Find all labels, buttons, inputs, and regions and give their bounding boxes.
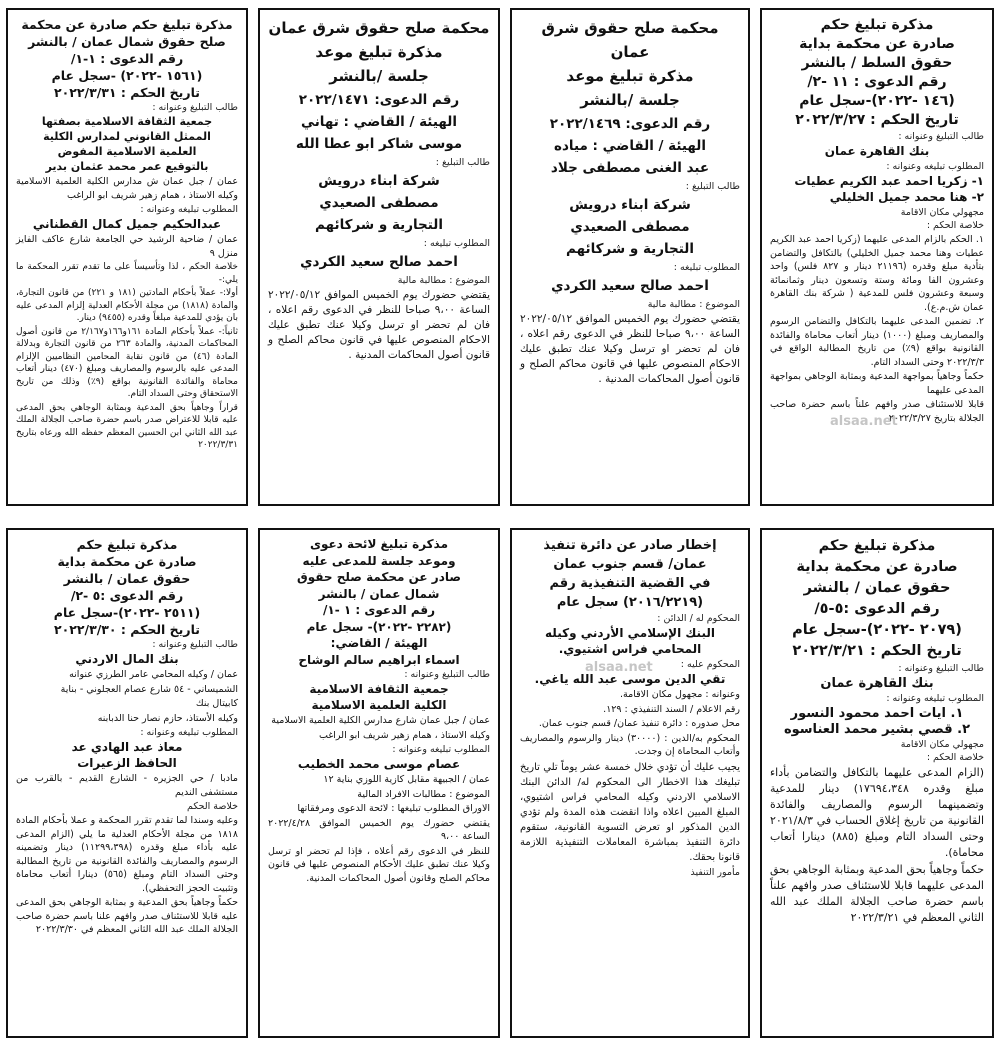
target-name: الحافظ الزعيرات (77, 756, 177, 770)
subject-text: الموضوع : مطالبة مالية (647, 299, 740, 310)
body-paragraph: (الزام المدعى عليهما بالتكافل والتضامن بأداء مبلغ وقدره ١٧٦٩٤،٣٤٨) دينار للمدعية وتضمينهما الرسوم والمصاريف والفائدة القانونية من تاريخ إغلاق الحساب في ٢٠٢١/٨/٣ وحتى السداد التام ومبلغ (٨٨٥) دينارا أتعاب محاماة). (770, 766, 984, 859)
notice-session-east-amman-1471 (258, 8, 500, 506)
body-paragraph: ١. الحكم بالزام المدعى عليهما (زكريا احمد عبد الكريم عطيات وهنا محمد جميل الخليلي) بالتكافل والتضامن بتأدية مبلغ وقدره (٢١١٩٦ دينار و ٨٢٧ فلس) واحد وعشرون الفا ومائة وستة وتسعون دينار وثمانمائة وسبعة وعشرون فلس للمدعية ( شركة بنك القاهرة عمان ش.م.ع). (770, 234, 984, 313)
target-name: عصام موسى محمد الخطيب (297, 757, 461, 771)
title-line: تاريخ الحكم : ٢٠٢٢/٣/٢٧ (795, 112, 959, 128)
requester-address: عمان / وكيله المحامي عامر الطرزي عنوانه (69, 669, 238, 680)
title-line: مذكرة تبليغ موعد (566, 67, 694, 85)
requester-name: العلمية الاسلامية المفوض (57, 145, 197, 158)
requester-name: بنك المال الاردني (75, 652, 179, 666)
body-paragraph: أولا:- عملاً بأحكام المادتين (١٨١ و ٢٢١) من قانون التجارة، والمادة (١٨١٨) من مجلة الأحكام العدلية إلزام المدعى عليه بان يؤدي للمدعية مبلغاً وقدره (٩٤٥٥) دينار. (16, 288, 238, 323)
watermark-logo: alsaa.net (830, 414, 898, 429)
title-line: رقم الدعوى :٥ -٢/ (70, 588, 184, 603)
notice-title (16, 536, 238, 638)
panel-judge: الهيئة / القاضي : مياده (554, 138, 706, 154)
title-line: شمال عمان / بالنشر (318, 586, 440, 601)
body-paragraph: محل صدوره : دائرة تنفيذ عمان/ قسم جنوب عمان. (538, 718, 740, 729)
target-name: ٢- هنا محمد جميل الخليلي (829, 190, 984, 204)
title-line: (٢٥١١ -٢٠٢٢)-سجل عام (53, 605, 201, 620)
body-paragraph: عمان / الجبيهة مقابل كازية اللوزي بناية ١٢ (323, 774, 490, 785)
body-paragraph: رقم الاعلام / السند التنفيذي : ١٢٩. (603, 703, 740, 715)
notice-title (770, 536, 984, 662)
body-paragraph: حكماً وجاهياً بمواجهة المدعية وبمثابة الوجاهي بمواجهة المدعى عليهما (770, 371, 984, 396)
notice-title (16, 16, 238, 101)
title-line: الهيئة / القاضي: (330, 636, 428, 650)
target-label: المطلوب تبليغه وعنوانه : (886, 161, 984, 172)
requester-name: شركة ابناء درويش (569, 197, 691, 213)
requester-label: طالب التبليغ وعنوانه : (152, 102, 238, 113)
body-paragraph: يقتضي حضورك يوم الخميس الموافق ٢٠٢٢/٠٥/١٢ الساعة ٩،٠٠ صباحا للنظر في الدعوى رقم اعلاه ، فان لم تحضر او ترسل وكيلا عنك تطبق عليك الاحكام المنصوص عليها في قانون محاكم الصلح و قانون أصول المحاكمات المدنية . (520, 313, 741, 385)
target-name: ٢. قصي بشير محمد العناسوه (783, 722, 971, 737)
title-line: جلسة /بالنشر (580, 91, 680, 109)
title-line: مذكرة تبليغ حكم (818, 538, 936, 554)
title-line: (٢٢٨٢ -٢٠٢٢)- سجل عام (306, 619, 452, 634)
requester-address: كابيتال بنك (195, 698, 238, 709)
notice-judgment-salt-bank (760, 8, 994, 506)
title-line: رقم الدعوى : ١-١/ (70, 51, 184, 66)
creditor-name: البنك الإسلامي الأردني وكيله (545, 626, 715, 640)
title-line: في القضية التنفيذية رقم (549, 576, 711, 591)
requester-name: جمعية الثقافة الاسلامية (309, 682, 449, 696)
case-number: رقم الدعوى: ٢٠٢٢/١٤٧١ (298, 92, 460, 108)
title-line: تاريخ الحكم : ٢٠٢٢/٣/٣٠ (54, 622, 200, 637)
requester-label: طالب التبليغ : (685, 181, 740, 192)
debtor-label: المحكوم عليه : (680, 659, 740, 670)
requester-label: طالب التبليغ وعنوانه : (404, 669, 490, 680)
requester-name: مصطفى الصعيدي (319, 195, 439, 211)
body-paragraph: ثانياً:- عملاً بأحكام المادة ١٦١و١٦٦و٢/١٦٧ من قانون أصول المحاكمات المدنية، والمادة ٢٦٣ من قانون التجارة وبدلالة المادة (٤٦) من قانون نقابة المحامين النظاميين الإلزام المدعى عليه بالرسوم والمصاريف ومبلغ (٤٧٠) دينار أتعاب محاماة والفائدة القانونية بواقع (٩٪) وذلك من تاريخ الاستحقاق وحتى السداد التام. (16, 326, 238, 399)
target-name: ١. ايات احمد محمود النسور (790, 706, 964, 721)
body-paragraph: يقتضي حضورك يوم الخميس الموافق ٢٠٢٢/٤/٢٨ الساعة ٩،٠٠ (268, 817, 490, 842)
debtor-name: تقي الدين موسى عبد الله ياغي. (534, 672, 726, 686)
notice-judgment-amman-bank-2079 (760, 528, 994, 1038)
target-label: المطلوب تبليغه وعنوانه : (392, 744, 490, 755)
body-paragraph: وعليه وسندا لما تقدم تقرر المحكمة و عملا بأحكام المادة ١٨١٨ من مجلة الأحكام العدلية ما يلي (الزام المدعى عليه بأداء مبلغ وقدره (١١٢٩٩،٣٩٨) دينار وتضمينه الرسوم والمصاريف والفائدة القانونية من تاريخ المطالبة وحتى السداد التام ومبلغ (٥٦٥) دينارا أتعاب محاماة وتثبيت الحجز التحفظي). (16, 815, 238, 894)
body-paragraph: قراراً وجاهياً بحق المدعية وبمثابة الوجاهي بحق المدعى عليه قابلا للاعتراض صدر باسم حضرة صاحب الجلالة الملك عبد الله الثاني ابن الحسين المعظم حفظه الله ورعاه بتاريخ ٢٠٢٢/٣/٣١ (16, 402, 238, 450)
title-line: صادر عن محكمة صلح حقوق (297, 570, 461, 584)
panel-judge: الهيئة / القاضي : تهاني (301, 114, 457, 130)
title-line: صلح حقوق شمال عمان / بالنشر (28, 34, 226, 49)
footer-signature: مأمور التنفيذ (690, 866, 740, 878)
title-line: مذكرة تبليغ حكم (76, 537, 178, 552)
summary-label: خلاصة الحكم : (926, 220, 984, 231)
requester-name: الكلية العلمية الاسلامية (311, 698, 447, 712)
body-paragraph: حكماً وجاهياً بحق المدعية وبمثابة الوجاهي بحق المدعى عليهما قابلا للاستئناف صدر وافهم علناً باسم حضرة صاحب الجلالة الملك عبد الله الثاني المعظم في ٢٠٢٢/٣/٢١ (770, 863, 984, 924)
requester-address: عمان / جبل عمان شارع مدارس الكلية العلمية الاسلامية (271, 715, 490, 726)
title-line: مذكرة تبليغ حكم صادرة عن محكمة (21, 17, 233, 32)
body-paragraph: الموضوع : مطالبات الافراد المالية (357, 788, 490, 800)
notice-claim-north-amman-2282 (258, 528, 500, 1038)
title-line: تاريخ الحكم : ٢٠٢٢/٣/٢١ (792, 643, 962, 659)
title-line: رقم الدعوى :٥-٥/ (814, 601, 940, 617)
title-line: حقوق عمان / بالنشر (63, 571, 191, 586)
summary-label: خلاصة الحكم (187, 801, 238, 812)
requester-label: طالب التبليغ وعنوانه : (152, 639, 238, 650)
title-line: جلسة /بالنشر (329, 67, 429, 85)
requester-label: طالب التبليغ وعنوانه : (898, 663, 984, 674)
title-line: حقوق عمان / بالنشر (803, 580, 951, 596)
target-address: مادبا / حي الجزيره - الشارع القديم - بالقرب من مستشفى النديم (16, 773, 238, 798)
title-line: (٢٠٧٩ -٢٠٢٢)-سجل عام (792, 622, 962, 638)
requester-address: وكيله الأستاذ، حازم نصار حنا الدبابنه (97, 712, 238, 724)
body-paragraph: قابلا للاستئناف صدر وافهم علناً باسم حضرة صاحب الجلالة بتاريخ ٢٠٢٢/٣/٢٧ (770, 399, 984, 424)
requester-name: التجارية و شركائهم (566, 241, 694, 257)
title-line: وموعد جلسة للمدعى عليه (302, 553, 456, 568)
title-line: اسماء ابراهيم سالم الوشاح (298, 652, 460, 667)
subject-text: الموضوع : مطالبة مالية (397, 275, 490, 286)
body-paragraph: يقتضي حضورك يوم الخميس الموافق ٢٠٢٢/٠٥/١٢ الساعة ٩،٠٠ صباحا للنظر في الدعوى رقم اعلاه ، فان لم تحضر او ترسل وكيلا عنك تطبق عليك الاحكام المنصوص عليها في قانون محاكم الصلح و قانون أصول المحاكمات المدنية . (268, 289, 491, 361)
creditor-name: المحامي فراس اشتيوي. (558, 642, 702, 656)
body-paragraph: للنظر في الدعوى رقم أعلاه ، فإذا لم تحضر او ترسل وكيلا عنك تطبق عليك الأحكام المنصوص عليها في قانون محاكم الصلح وقانون أصول المحاكمات المدنية. (268, 845, 490, 884)
target-label: المطلوب تبليغه وعنوانه : (140, 204, 238, 215)
title-line: تاريخ الحكم : ٢٠٢٢/٣/٣١ (54, 85, 200, 100)
target-label: المطلوب تبليغه : (673, 262, 740, 273)
title-line: إخطار صادر عن دائرة تنفيذ (543, 538, 717, 553)
title-line: مذكرة تبليغ حكم (820, 17, 934, 33)
notice-title (520, 16, 740, 112)
target-label: المطلوب تبليغه وعنوانه : (140, 727, 238, 738)
summary-label: خلاصة الحكم : (926, 752, 984, 763)
notice-title (520, 536, 740, 612)
notice-judgment-amman-2511 (6, 528, 248, 1038)
judge-name: موسى شاكر ابو عطا الله (295, 136, 463, 152)
target-name: احمد صالح سعيد الكردي (300, 254, 458, 270)
body-paragraph: حكماً وجاهياً بحق المدعية و بمثابة الوجاهي بحق المدعى عليه قابلا للاستئناف صدر وافهم علنا باسم حضرة صاحب الجلالة الملك عبد الله الثاني المعظم في ٢٠٢٢/٣/٣٠ (16, 897, 238, 935)
title-line: صادرة عن محكمة بداية (57, 554, 197, 569)
body-paragraph: يجيب عليك أن تؤدي خلال خمسة عشر يوماً تلي تاريخ تبليغك هذا الاخطار الى المحكوم له/ الدائن البنك الاسلامي الاردني وكيله المحامي فراس اشتيوي، المبلغ المبين اعلاه واذا انقضت هذه المدة ولم تؤدي الدين المذكور او تعرض التسوية القانونية، ستقوم دائرة التنفيذ بمباشرة المعاملات التنفيذية اللازمة قانونا بحقك. (520, 761, 740, 863)
title-line: مذكرة تبليغ موعد (315, 43, 443, 61)
requester-name: جمعية الثقافة الاسلامية بصفتها (41, 115, 213, 128)
notice-execution-south-amman (510, 528, 750, 1038)
requester-name: مصطفى الصعيدي (570, 219, 690, 235)
requester-label: طالب التبليغ وعنوانه : (898, 131, 984, 142)
requester-label: طالب التبليغ : (435, 157, 490, 168)
target-label: المطلوب تبليغه : (423, 238, 490, 249)
body-paragraph: ٢. تضمين المدعى عليهما بالتكافل والتضامن الرسوم والمصاريف ومبلغ (١٠٠٠) دينار أتعاب محاماة والفائدة القانونية بواقع (٩٪) من تاريخ المطالبة الواقع في ٢٠٢٢/٣/٣ وحتى السداد التام. (770, 316, 984, 368)
title-line: رقم الدعوى : ١ -١/ (323, 603, 435, 617)
body-paragraph: خلاصة الحكم ، لذا وتأسيساً على ما تقدم تقرر المحكمة ما يلي:- (16, 262, 238, 285)
target-label: المطلوب تبليغه وعنوانه : (886, 693, 984, 704)
target-address: عمان / ضاحية الرشيد حي الجامعة شارع عاكف الفايز منزل ٩ (16, 234, 238, 259)
requester-name: شركة ابناء درويش (318, 173, 440, 189)
watermark-logo: alsaa.net (585, 660, 653, 675)
agent-text: وكيله الاستاذ ، همام زهير شريف ابو الراغب (319, 729, 490, 741)
requester-name: بالتوقيع عمر محمد عثمان بدير (45, 160, 209, 173)
notice-judgment-north-amman-1561 (6, 8, 248, 506)
requester-name: بنك القاهرة عمان (824, 144, 930, 158)
judge-name: عبد الغنى مصطفى جلاد (550, 160, 710, 176)
notice-title (770, 16, 984, 130)
title-line: (١٤٦ -٢٠٢٢)-سجل عام (799, 93, 955, 109)
title-line: (٢٠١٦/٢٢١٩) سجل عام (556, 595, 704, 610)
requester-name: التجارية و شركائهم (315, 217, 443, 233)
title-line: عمان/ قسم جنوب عمان (553, 557, 707, 572)
notice-title (268, 16, 490, 88)
title-line: محكمة صلح حقوق شرق عمان (541, 19, 719, 61)
title-line: رقم الدعوى : ١١ -٢/ (807, 74, 947, 90)
requester-address: عمان / جبل عمان ش مدارس الكلية العلمية الاسلامية وكيله الاستاذ ، همام زهير شريف ابو الراغب (16, 176, 238, 201)
title-line: حقوق السلط / بالنشر (801, 55, 953, 71)
title-line: صادرة عن محكمة بداية (796, 559, 958, 575)
body-paragraph: وعنوانه : مجهول مكان الاقامة. (620, 689, 740, 700)
requester-name: الممثل القانوني لمدارس الكلية (43, 130, 211, 143)
title-line: (١٥٦١ -٢٠٢٢) -سجل عام (51, 68, 203, 83)
title-line: محكمة صلح حقوق شرق عمان (268, 19, 490, 37)
address-text: مجهولي مكان الاقامة (900, 739, 984, 750)
target-name: معاذ عبد الهادي عد (71, 740, 183, 754)
title-line: صادرة عن محكمة بداية (799, 36, 955, 52)
title-line: مذكرة تبليغ لائحة دعوى (309, 537, 449, 551)
requester-address: الشميساني - ٥٤ شارع عصام العجلوني - بناية (60, 683, 238, 695)
creditor-label: المحكوم له / الدائن : (657, 613, 740, 624)
notice-session-east-amman-1469 (510, 8, 750, 506)
target-name: عبدالحكيم جميل كمال القطناني (32, 217, 222, 231)
case-number: رقم الدعوى: ٢٠٢٢/١٤٦٩ (549, 116, 711, 132)
requester-name: بنك القاهرة عمان (820, 676, 934, 691)
notice-title (268, 536, 490, 668)
body-paragraph: المحكوم به/الدين : (٣٠٠٠٠) دينار والرسوم والمصاريف وأتعاب المحاماة إن وجدت. (520, 732, 740, 757)
address-text: مجهولي مكان الاقامة (900, 207, 984, 218)
target-name: احمد صالح سعيد الكردي (551, 278, 709, 294)
body-paragraph: الاوراق المطلوب تبليغها : لائحة الدعوى ومرفقاتها (297, 803, 490, 814)
target-name: ١- زكريا احمد عبد الكريم عطيات (794, 174, 984, 188)
